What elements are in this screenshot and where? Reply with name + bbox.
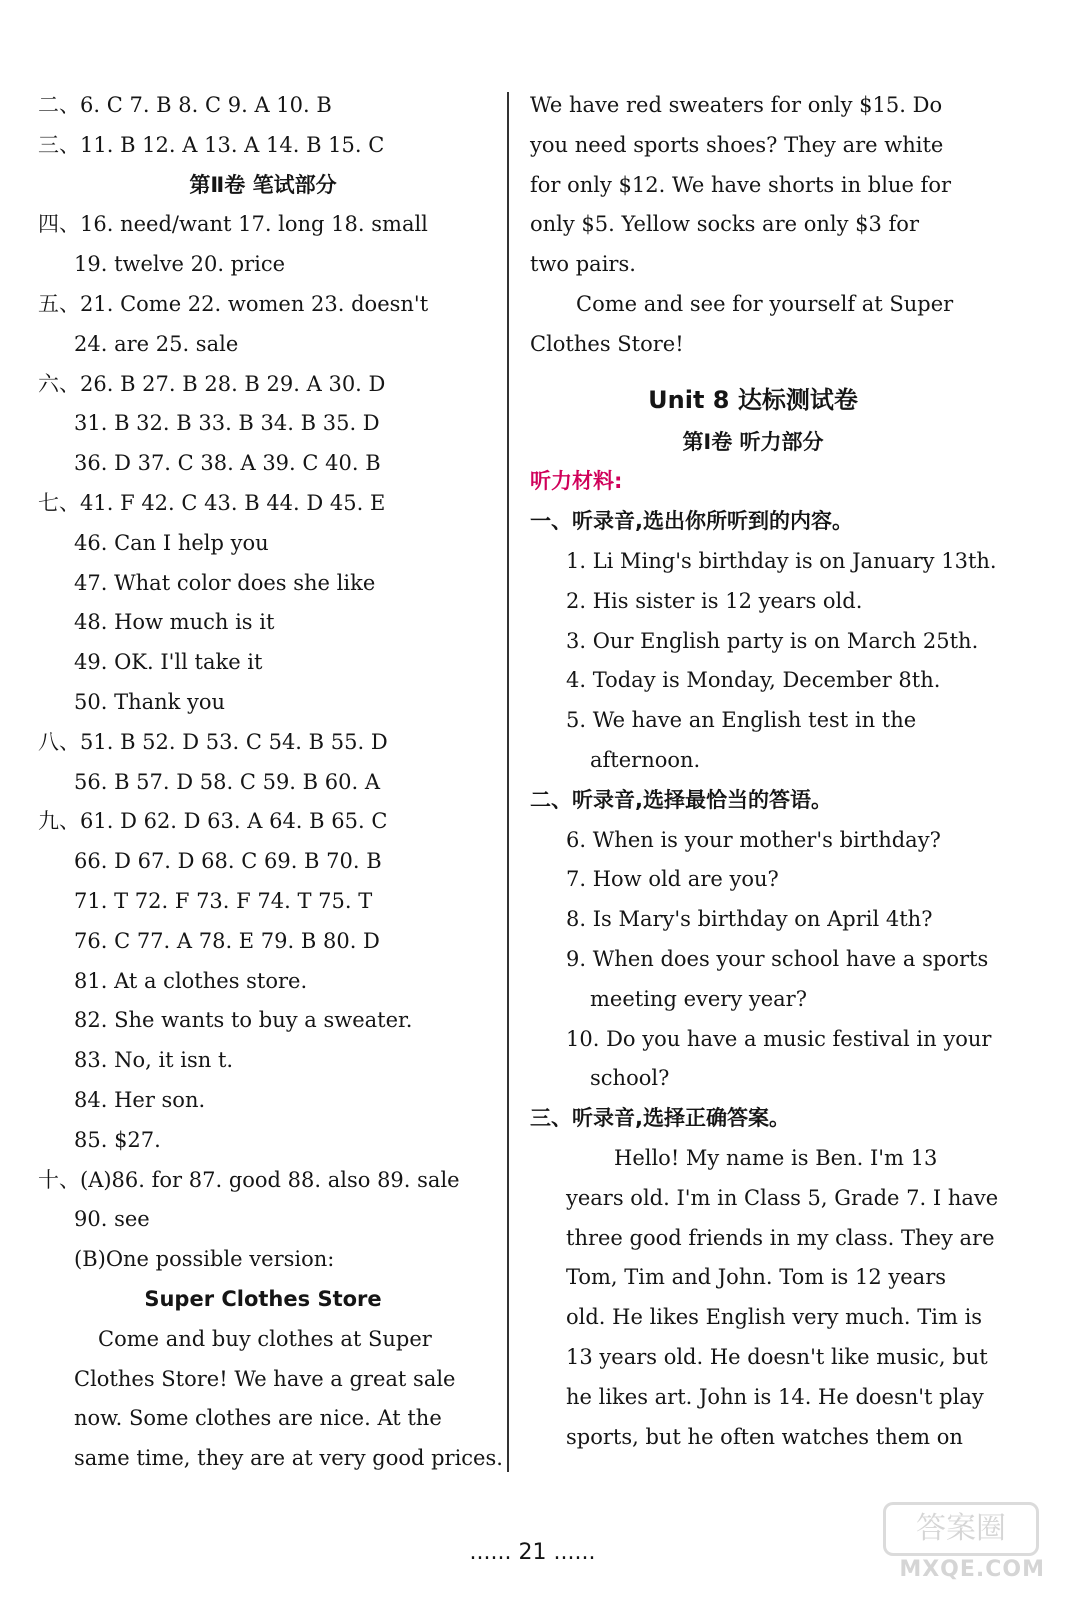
passage-line: old. He likes English very much. Tim is: [566, 1305, 983, 1330]
unit-title: Unit 8 达标测试卷: [648, 385, 858, 414]
watermark: [880, 1502, 1045, 1582]
answer-row: 71. T 72. F 73. F 74. T 75. T: [74, 888, 373, 913]
passage-line: three good friends in my class. They are: [566, 1225, 995, 1250]
essay-line: Come and buy clothes at Super: [98, 1326, 432, 1351]
left-column: [38, 86, 503, 1479]
question-heading: 三、听录音,选择正确答案。: [530, 1106, 790, 1131]
answer-row: 二、6. C 7. B 8. C 9. A 10. B: [38, 93, 332, 117]
script-line: 2. His sister is 12 years old.: [566, 588, 863, 613]
passage-line: 13 years old. He doesn't like music, but: [566, 1344, 988, 1369]
watermark-url: MXQE.COM: [899, 1557, 1045, 1582]
answer-row: 24. are 25. sale: [74, 331, 239, 356]
essay-line: Clothes Store!: [530, 331, 684, 356]
answer-row: 76. C 77. A 78. E 79. B 80. D: [74, 928, 380, 953]
answer-row: 36. D 37. C 38. A 39. C 40. B: [74, 451, 381, 476]
answer-row: 三、11. B 12. A 13. A 14. B 15. C: [38, 132, 385, 157]
essay-line: same time, they are at very good prices.: [74, 1446, 503, 1471]
answer-row: 56. B 57. D 58. C 59. B 60. A: [74, 769, 380, 794]
answer-row: 六、26. B 27. B 28. B 29. A 30. D: [38, 371, 386, 396]
script-line: 4. Today is Monday, December 8th.: [566, 668, 941, 693]
question-heading: 一、听录音,选出你所听到的内容。: [530, 509, 853, 534]
answer-row: 49. OK. I'll take it: [74, 650, 263, 675]
answer-row: 五、21. Come 22. women 23. doesn't: [38, 291, 429, 316]
essay-line: We have red sweaters for only $15. Do: [530, 93, 943, 117]
script-line: afternoon.: [590, 747, 701, 772]
answer-row: 84. Her son.: [74, 1087, 206, 1112]
answer-row: 31. B 32. B 33. B 34. B 35. D: [74, 411, 380, 436]
essay-title: Super Clothes Store: [144, 1286, 382, 1311]
passage-line: he likes art. John is 14. He doesn't play: [566, 1384, 984, 1409]
answer-row: 19. twelve 20. price: [74, 252, 286, 277]
answer-row: 82. She wants to buy a sweater.: [74, 1008, 413, 1033]
passage-line: years old. I'm in Class 5, Grade 7. I have: [566, 1185, 999, 1210]
essay-line: only $5. Yellow socks are only $3 for: [530, 212, 919, 237]
answer-row: 85. $27.: [74, 1127, 161, 1152]
question-heading: 二、听录音,选择最恰当的答语。: [530, 787, 832, 812]
section-heading: 第Ⅰ卷 听力部分: [682, 429, 824, 454]
answer-row: 46. Can I help you: [74, 530, 269, 555]
answer-row: 47. What color does she like: [74, 570, 376, 595]
answer-row: 七、41. F 42. C 43. B 44. D 45. E: [38, 490, 386, 515]
answer-row: 四、16. need/want 17. long 18. small: [38, 212, 428, 237]
answer-row: 90. see: [74, 1207, 150, 1232]
passage-line: Hello! My name is Ben. I'm 13: [614, 1145, 938, 1170]
answer-row: 八、51. B 52. D 53. C 54. B 55. D: [38, 729, 388, 754]
watermark-logo: 答案圈: [883, 1502, 1039, 1556]
answer-row: 66. D 67. D 68. C 69. B 70. B: [74, 849, 382, 874]
page-number: ...... 21 ......: [469, 1540, 596, 1565]
answer-row: 十、(A)86. for 87. good 88. also 89. sale: [38, 1167, 460, 1192]
script-line: 3. Our English party is on March 25th.: [566, 628, 979, 653]
answer-row: 九、61. D 62. D 63. A 64. B 65. C: [38, 809, 388, 834]
section-heading: 第Ⅱ卷 笔试部分: [189, 172, 337, 197]
script-line: 7. How old are you?: [566, 867, 779, 892]
answer-row: 48. How much is it: [74, 610, 275, 635]
script-line: school?: [590, 1066, 670, 1091]
script-line: 5. We have an English test in the: [566, 708, 917, 733]
answer-row: (B)One possible version:: [74, 1247, 335, 1272]
script-line: 9. When does your school have a sports: [566, 946, 989, 971]
script-line: 8. Is Mary's birthday on April 4th?: [566, 907, 933, 932]
essay-line: now. Some clothes are nice. At the: [74, 1406, 442, 1431]
answer-row: 83. No, it isn t.: [74, 1048, 234, 1073]
essay-line: Clothes Store! We have a great sale: [74, 1366, 456, 1391]
script-line: 6. When is your mother's birthday?: [566, 827, 941, 852]
answer-row: 81. At a clothes store.: [74, 968, 308, 993]
answer-row: 50. Thank you: [74, 689, 226, 714]
listening-material-label: 听力材料:: [530, 469, 623, 494]
essay-line: for only $12. We have shorts in blue for: [530, 172, 952, 197]
passage-line: sports, but he often watches them on: [566, 1424, 963, 1449]
essay-line: two pairs.: [530, 252, 636, 277]
essay-line: Come and see for yourself at Super: [576, 291, 954, 316]
script-line: 10. Do you have a music festival in your: [566, 1026, 992, 1051]
passage-line: Tom, Tim and John. Tom is 12 years: [566, 1265, 947, 1290]
script-line: 1. Li Ming's birthday is on January 13th.: [566, 548, 997, 573]
essay-line: you need sports shoes? They are white: [530, 132, 944, 157]
column-divider: [507, 92, 509, 1472]
script-line: meeting every year?: [590, 986, 807, 1011]
right-column: [530, 86, 999, 1457]
